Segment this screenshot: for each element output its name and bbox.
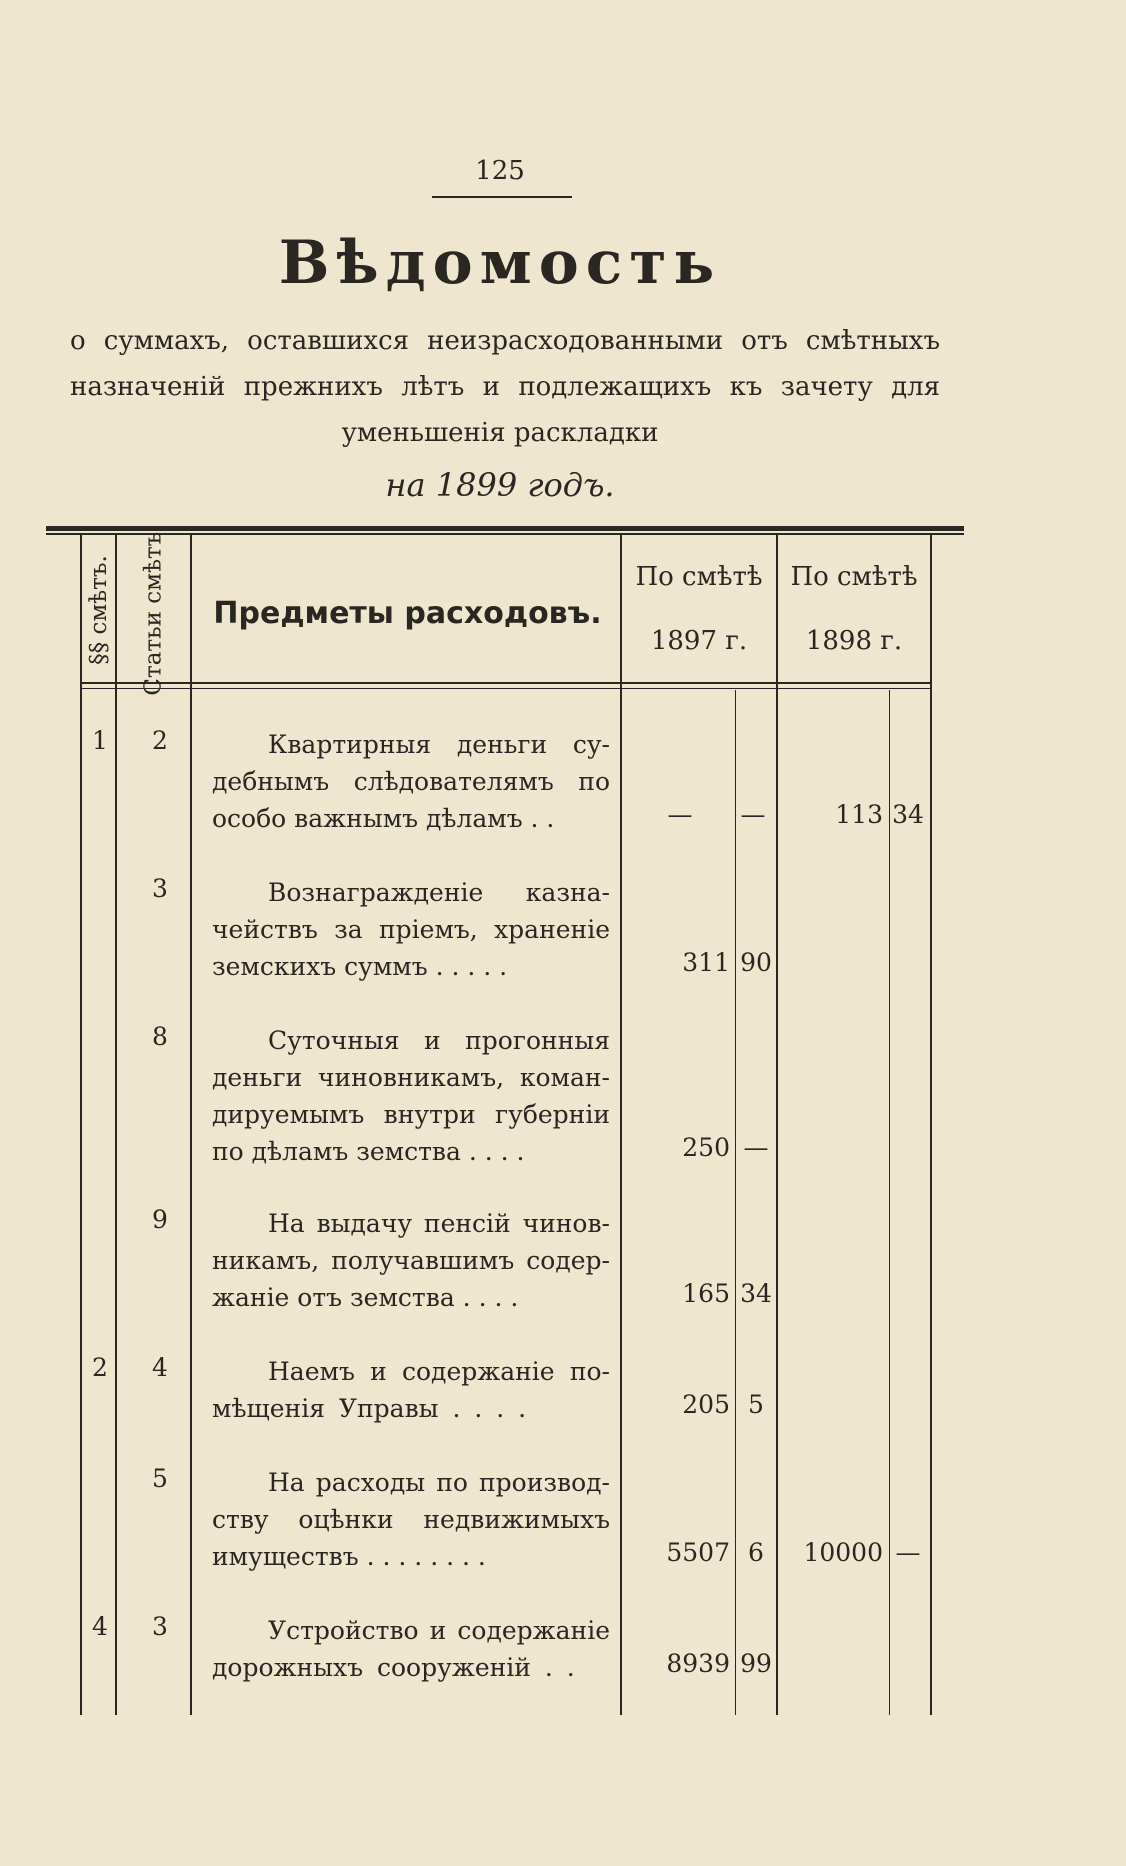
row-5-smeta: 2	[92, 1353, 108, 1382]
row-1-1897-rub: —	[667, 800, 693, 829]
row-2-article: 3	[152, 874, 168, 903]
row-7-article: 3	[152, 1612, 168, 1641]
row-7-smeta: 4	[92, 1612, 108, 1641]
header-1898-year: 1898 г.	[805, 626, 903, 656]
row-1-1897-kop: —	[740, 800, 766, 829]
row-6-1898-kop: —	[895, 1538, 921, 1567]
table-top-thin-rule	[46, 533, 964, 535]
row-5-1897-rub: 205	[682, 1390, 730, 1419]
subtitle-line-1: о суммахъ, оставшихся неизрасходованными отъ смѣтныхъ	[70, 326, 940, 356]
header-1898-label: По смѣтѣ	[790, 562, 918, 592]
row-1-1898-rub: 113	[835, 800, 883, 829]
row-2-1897-rub: 311	[682, 948, 730, 977]
row-4-1897-kop: 34	[740, 1279, 772, 1308]
header-1897-label: По смѣтѣ	[635, 562, 763, 592]
header-items: Предметы расходовъ.	[213, 596, 602, 631]
header-1897-year: 1897 г.	[650, 626, 748, 656]
row-2-description: Вознагражденіе казна- чействъ за пріемъ, храненіе земскихъ суммъ . . . . .	[212, 878, 610, 981]
page-number-rule	[432, 196, 572, 198]
header-bottom-rule-1	[80, 682, 930, 684]
row-1-smeta: 1	[92, 726, 108, 755]
row-6-1897-kop: 6	[748, 1538, 764, 1567]
row-3-1897-kop: —	[743, 1133, 769, 1162]
row-7-1897-kop: 99	[740, 1649, 772, 1678]
header-smeta: §§ смѣтъ.	[85, 555, 112, 665]
table-top-thick-rule	[46, 526, 964, 531]
col-divider-2	[190, 535, 192, 1715]
row-6-description: На расходы по производ- ству оцѣнки недвижимыхъ имуществъ . . . . . . . .	[212, 1468, 610, 1571]
document-year: на 1899 годъ.	[385, 466, 615, 504]
row-1-1898-kop: 34	[892, 800, 924, 829]
row-3-article: 8	[152, 1022, 168, 1051]
row-7-1897-rub: 8939	[666, 1649, 730, 1678]
row-4-article: 9	[152, 1205, 168, 1234]
col-divider-1	[115, 535, 117, 1715]
table-border-left	[80, 535, 82, 1715]
document-title: Вѣдомость	[278, 228, 722, 298]
table-border-right	[930, 535, 932, 1715]
row-1-article: 2	[152, 726, 168, 755]
row-4-description: На выдачу пенсій чинов- никамъ, получавшимъ содер- жаніе отъ земства . . . .	[212, 1209, 610, 1312]
kopek-divider-1897	[735, 690, 736, 1715]
row-2-1897-kop: 90	[740, 948, 772, 977]
row-7-description: Устройство и содержаніе дорожныхъ сооруженій . .	[212, 1616, 610, 1682]
row-5-article: 4	[152, 1353, 168, 1382]
row-6-1898-rub: 10000	[803, 1538, 883, 1567]
page-number: 125	[475, 156, 525, 186]
row-3-description: Суточныя и прогонныя деньги чиновникамъ, коман- дируемымъ внутри губерніи по дѣламъ земства . . . .	[212, 1026, 610, 1166]
row-4-1897-rub: 165	[682, 1279, 730, 1308]
row-5-1897-kop: 5	[748, 1390, 764, 1419]
header-bottom-rule-2	[80, 688, 930, 689]
row-5-description: Наемъ и содержаніе по- мѣщенія Управы . . . .	[212, 1357, 610, 1423]
col-divider-4	[776, 535, 778, 1715]
subtitle-line-2: назначеній прежнихъ лѣтъ и подлежащихъ къ зачету для	[70, 372, 940, 402]
row-1-description: Квартирныя деньги су- дебнымъ слѣдователямъ по особо важнымъ дѣламъ . .	[212, 730, 610, 833]
row-6-article: 5	[152, 1464, 168, 1493]
row-3-1897-rub: 250	[682, 1133, 730, 1162]
row-6-1897-rub: 5507	[666, 1538, 730, 1567]
subtitle-line-3: уменьшенія раскладки	[341, 418, 659, 448]
header-articles: Статьи смѣтъ.	[141, 524, 168, 696]
